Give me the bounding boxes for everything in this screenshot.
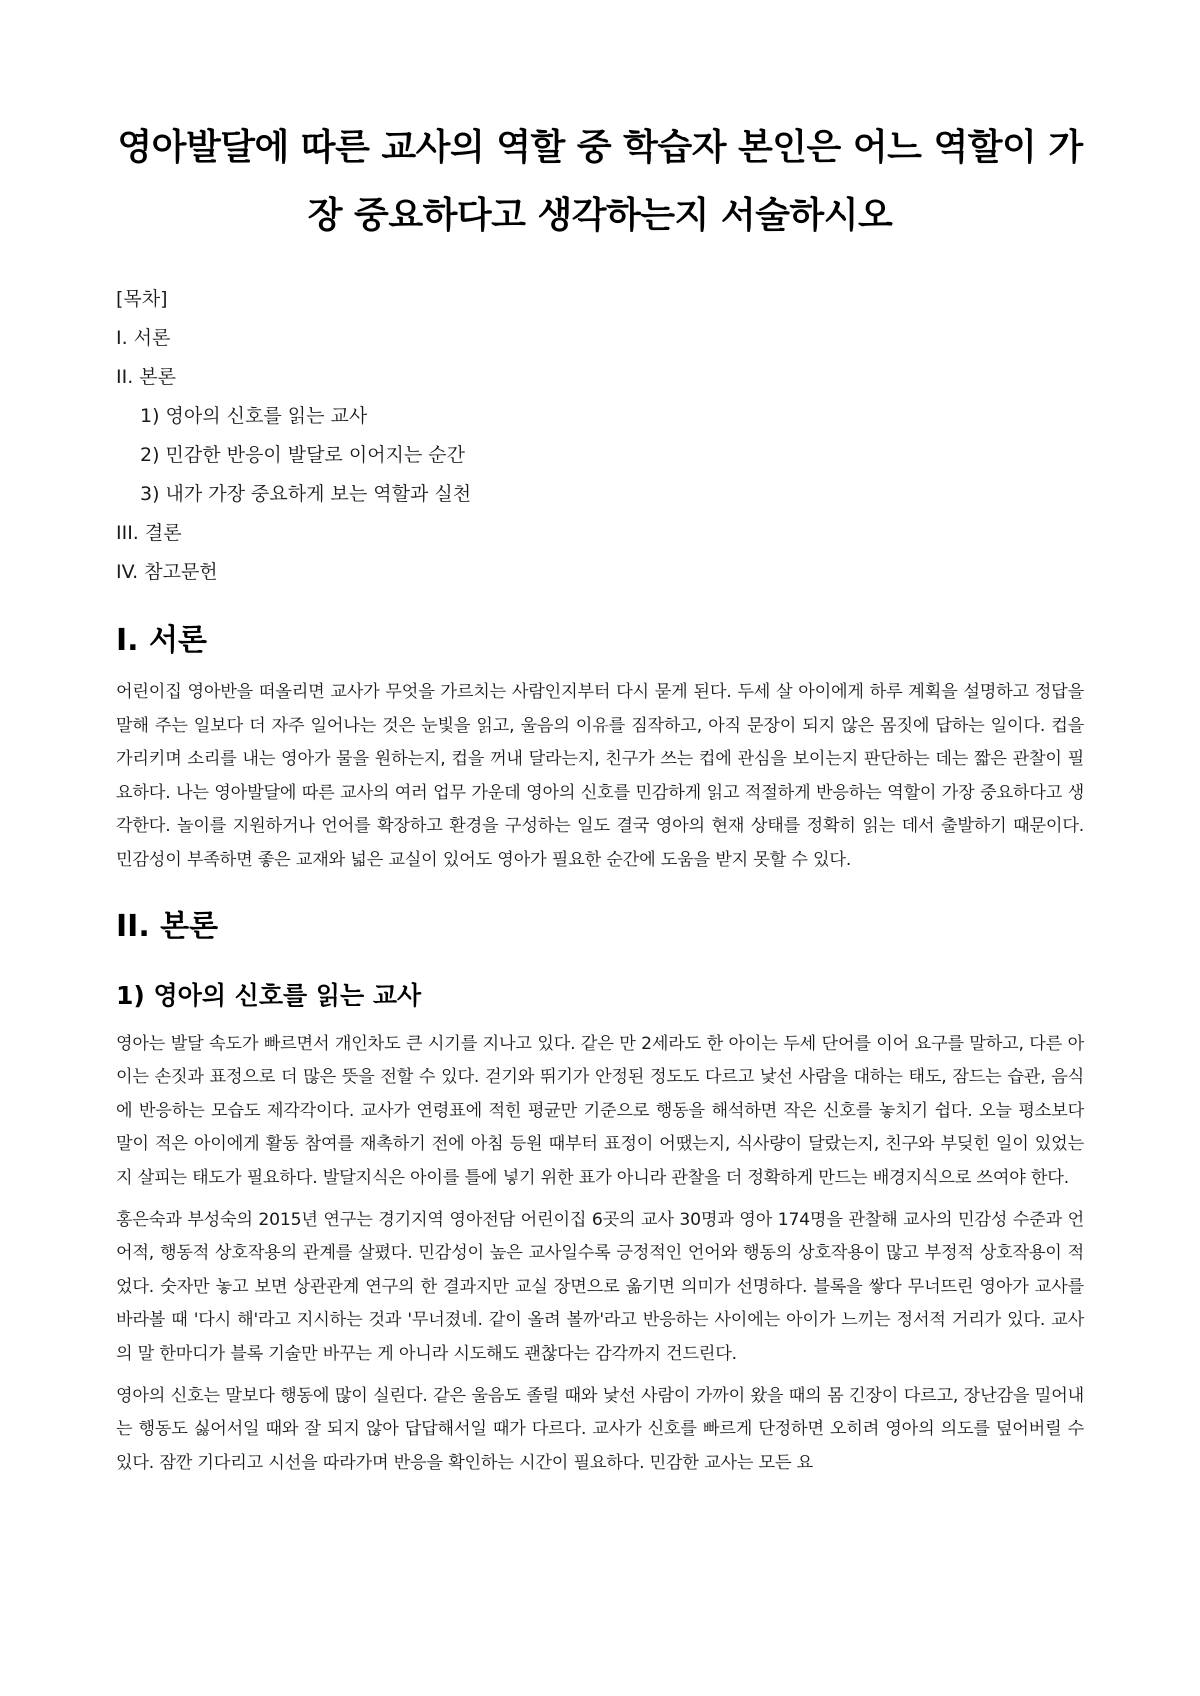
section-heading-body: II. 본론	[116, 908, 219, 944]
subsection-heading-1: 1) 영아의 신호를 읽는 교사	[116, 980, 422, 1010]
toc-subitem: 1) 영아의 신호를 읽는 교사	[140, 405, 368, 427]
toc-subitem: 3) 내가 가장 중요하게 보는 역할과 실천	[140, 483, 472, 505]
toc-item: II. 본론	[116, 366, 176, 388]
toc-heading: [목차]	[116, 288, 168, 310]
section-heading-intro: I. 서론	[116, 623, 207, 658]
toc-item: I. 서론	[116, 327, 171, 349]
body-paragraph: 영아의 신호는 말보다 행동에 많이 실린다. 같은 울음도 졸릴 때와 낯선 사람이 가까이 왔을 때의 몸 긴장이 다르고, 장난감을 밀어내는 행동도 싫어서일 때와 잘 되지 않아 답답해서일 때가 다르다. 교사가 신호를 빠르게 단정하면 오히려 영아의 의도를 덮어버릴 수 있다. 잠깐 기다리고 시선을 따라가며 반응을 확인하는 시간이 필요하다. 민감한 교사는 모든 요	[116, 1385, 1084, 1473]
toc-subitem: 2) 민감한 반응이 발달로 이어지는 순간	[140, 444, 466, 466]
document-title: 영아발달에 따른 교사의 역할 중 학습자 본인은 어느 역할이 가장 중요하다고 생각하는지 서술하시오	[117, 127, 1083, 236]
body-paragraph: 영아는 발달 속도가 빠르면서 개인차도 큰 시기를 지나고 있다. 같은 만 2세라도 한 아이는 두세 단어를 이어 요구를 말하고, 다른 아이는 손짓과 표정으로 더 많은 뜻을 전할 수 있다. 걷기와 뛰기가 안정된 정도도 다르고 낯선 사람을 대하는 태도, 잠드는 습관, 음식에 반응하는 모습도 제각각이다. 교사가 연령표에 적힌 평균만 기준으로 행동을 해석하면 작은 신호를 놓치기 쉽다. 오늘 평소보다 말이 적은 아이에게 활동 참여를 재촉하기 전에 아침 등원 때부터 표정이 어땠는지, 식사량이 달랐는지, 친구와 부딪힌 일이 있었는지 살피는 태도가 필요하다. 발달지식은 아이를 틀에 넣기 위한 표가 아니라 관찰을 더 정확하게 만드는 배경지식으로 쓰여야 한다.	[116, 1033, 1084, 1188]
toc-item: IV. 참고문헌	[116, 561, 218, 583]
intro-paragraph: 어린이집 영아반을 떠올리면 교사가 무엇을 가르치는 사람인지부터 다시 묻게 된다. 두세 살 아이에게 하루 계획을 설명하고 정답을 말해 주는 일보다 더 자주 일어나는 것은 눈빛을 읽고, 울음의 이유를 짐작하고, 아직 문장이 되지 않은 몸짓에 답하는 일이다. 컵을 가리키며 소리를 내는 영아가 물을 원하는지, 컵을 꺼내 달라는지, 친구가 쓰는 컵에 관심을 보이는지 판단하는 데는 짧은 관찰이 필요하다. 나는 영아발달에 따른 교사의 여러 업무 가운데 영아의 신호를 민감하게 읽고 적절하게 반응하는 역할이 가장 중요하다고 생각한다. 놀이를 지원하거나 언어를 확장하고 환경을 구성하는 일도 결국 영아의 현재 상태를 정확히 읽는 데서 출발하기 때문이다. 민감성이 부족하면 좋은 교재와 넓은 교실이 있어도 영아가 필요한 순간에 도움을 받지 못할 수 있다.	[116, 682, 1084, 870]
table-of-contents	[116, 280, 1084, 592]
toc-item: III. 결론	[116, 522, 182, 544]
body-paragraph: 홍은숙과 부성숙의 2015년 연구는 경기지역 영아전담 어린이집 6곳의 교사 30명과 영아 174명을 관찰해 교사의 민감성 수준과 언어적, 행동적 상호작용의 관계를 살폈다. 민감성이 높은 교사일수록 긍정적인 언어와 행동의 상호작용이 많고 부정적 상호작용이 적었다. 숫자만 놓고 보면 상관관계 연구의 한 결과지만 교실 장면으로 옮기면 의미가 선명하다. 블록을 쌓다 무너뜨린 영아가 교사를 바라볼 때 '다시 해'라고 지시하는 것과 '무너졌네. 같이 올려 볼까'라고 반응하는 사이에는 아이가 느끼는 정서적 거리가 있다. 교사의 말 한마디가 블록 기술만 바꾸는 게 아니라 시도해도 괜찮다는 감각까지 건드린다.	[116, 1209, 1084, 1364]
